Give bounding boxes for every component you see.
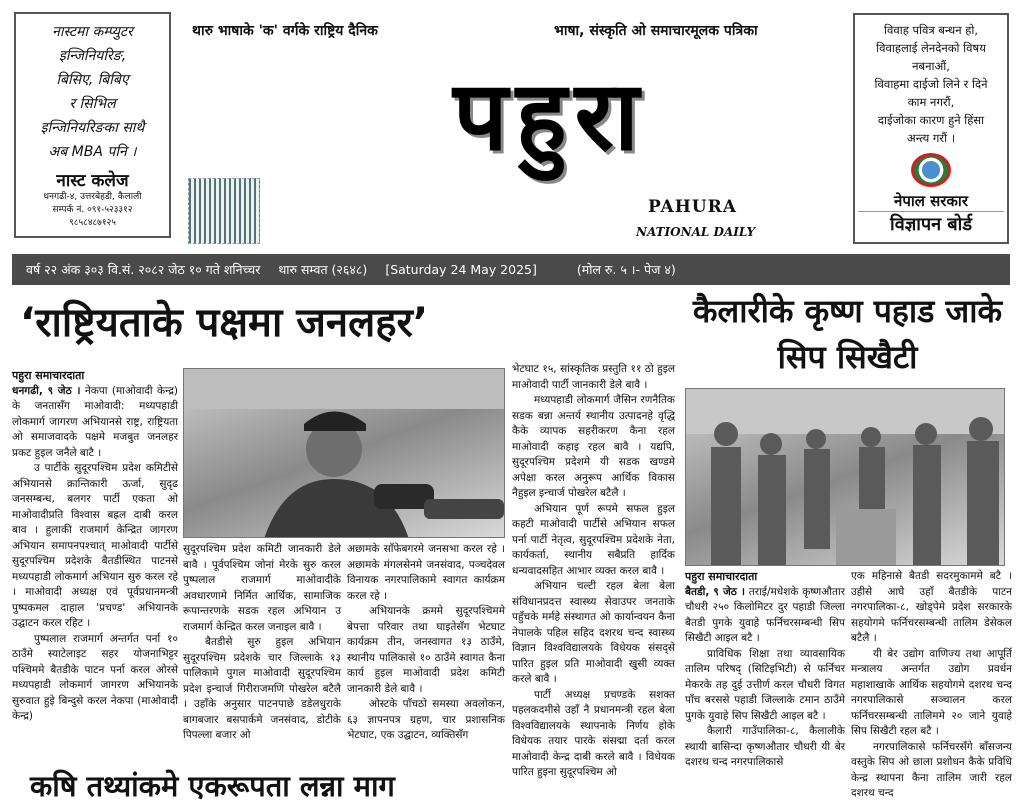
ad-nast-college (14, 12, 171, 238)
dateline: धनगढी, ९ जेठ । (12, 384, 81, 397)
paragraph: नगरपालिकासे फर्निचरसँगे बाँसजन्य वस्तुके सिप ओ छाला प्रशोधन कैके प्रविधि केन्द्र स्थापना कैना तालिम जारी रहल दशरथ चन्द (851, 740, 1012, 799)
ad-line: अब MBA पनि । (48, 144, 137, 160)
story2-column-2 (851, 569, 1012, 802)
story1-column-3 (347, 542, 505, 744)
masthead-title: पहुरा (453, 60, 647, 172)
dateline: बैतडी, ९ जेठ । (685, 585, 745, 598)
paragraph (12, 384, 178, 462)
nepal-emblem-icon (911, 153, 951, 187)
ad-phone: ९८५८४८७१२५ (69, 218, 116, 228)
story1-column-4 (512, 362, 675, 781)
ad-line: नास्टमा कम्प्युटर (52, 24, 133, 40)
ad-college-name: नास्ट कलेज (56, 171, 129, 191)
issue-info: वर्ष २२ अंक ३०३ वि.सं. २०८२ जेठ १० गते शनिच्चर (26, 262, 261, 277)
paragraph: ओस्टके पाँचठो समस्या अवलोकन, ६३ ज्ञापनपत्र ग्रहण, चार प्रशासनिक भेटघाट, एक उद्घाटन, व्यक्तिसँग (347, 698, 505, 741)
story1-column-1 (12, 368, 178, 725)
paragraph-text: तराई/मधेशके कृष्णऔतार चौधरी २५० किलोमिटर दुर पहाडी जिल्ला बैतडी पुगके युवाहे फर्निचरसम्बन्धी सिप सिखैटी आइल बटै । (685, 585, 846, 644)
ad-gov: नेपाल सरकार (894, 192, 968, 210)
ad-line: विवाहमा दाईजो लिने र दिने (874, 77, 988, 91)
paragraph: अछामके साँफेबगरमे जनसभा करल रहे । अछामके मंगलसेनमे जनसंवाद, पञ्चदेवल विनायक नगरपालिकामे स्वागत कार्यक्रम करल रहे । (347, 543, 505, 602)
story2-column-1 (685, 569, 845, 771)
ad-line: दाईजोका कारण हुने हिंसा (877, 113, 985, 127)
ad-line: इन्जिनियरिङ, (58, 48, 127, 64)
photo-leader-speaking (183, 368, 505, 538)
paragraph: पार्टी अध्यक्ष प्रचण्डके सशक्त पहलकदमीसे उहाँ नै प्रधानमन्त्री रहल बेला विश्वविद्यालयके स्थापनाके निर्णय होके विधेयक तयार पारके संसद्मा दर्ता करल माओवादी केन्द्र दाबी करले बावै । विधेयक पारित हुइना सुदूरपश्चिम ओ (512, 688, 675, 778)
paragraph: कैलारी गाउँपालिका-८, कैलालीके स्थायी बासिन्दा कृष्णऔतार चौधरी यी बेर दशरथ चन्द नगरपालिकासे (685, 725, 845, 768)
ad-line: इन्जिनियरिङका साथै (40, 120, 145, 136)
price-page: (मोल रु. ५ ।- पेज ४) (576, 262, 676, 277)
emblem-logo-icon (188, 178, 260, 244)
ad-line: विवाहलाई लेनदेनको विषय (876, 41, 986, 55)
paragraph: पुष्पलाल राजमार्ग अन्तर्गत पर्ना १० ठाउँमे स्याटेलाइट सहर योजनाभिट्टर पश्चिममे बैतडीके पाटन पर्ना करल ओरसे मध्यपहाडी लोकमार्ग जागरण अभियानके सुरुवात हुइे बिन्दुसे करल नेकपा (माओवादी केन्द्र) (12, 632, 178, 722)
story1-column-2 (183, 542, 341, 744)
paragraph: मध्यपहाडी लोकमार्ग जैसिन रणनैतिक सडक बन्ना अन्तर्य स्थानीय उत्पादनहे वृद्धि कैके व्यापक सहरीकरण कैना रहल माओवादी कहाइ रहल बावै । यद्यपि, सुदूरपश्चिम प्रदेशमे यी सडक खण्डमे अपेक्षा करल अनुरूप आर्थिक विकास नैहुइल इन्चार्ज पोखरेल बटैलै । (512, 394, 675, 499)
ad-board: विज्ञापन बोर्ड (858, 211, 1004, 236)
paragraph: भेटघाट १५, सांस्कृतिक प्रस्तुति ११ ठो हुइल माओवादी पार्टी जानकारी डेले बावै । (512, 363, 675, 391)
ad-address: धनगढी-४, उत्तरबेहडी, कैलाली (43, 192, 142, 202)
ad-line: र सिभिल (69, 96, 116, 112)
photo-placeholder-icon (686, 389, 1005, 566)
date-bar (12, 254, 1010, 285)
paragraph: उ पार्टीके सुदूरपश्चिम प्रदेश कमिटीसे अभियानसे क्रान्तिकारी ऊर्जा, सुदृढ जनसम्बन्ध, बलगर पार्टी एकता ओ माओवादीप्रति विश्वास बह्रल दाबी करल बाव । हुलाकी राजमार्ग केन्द्रित जागरण अभियान समापनपश्चात् माओवादी पार्टीसे सुदूरपश्चिम प्रदेशके बैतडीस्थित पाटनसे मध्यपहाडी लोकमार्ग अभियान सुरु करल रहे । माओवादी अध्यक्ष एवं पूर्वप्रधानमन्त्री पुष्पकमल दाहाल 'प्रचण्ड' अभियानके उद्घाटन करल रहिट । (12, 462, 178, 629)
paragraph: अभियान चल्टी रहल बेला बेला संविधानप्रदत्त स्वास्थ्य सेवाउपर जनताके पहुँचके मर्महे संस्थागत ओ कार्यान्वयन कैना नेपालके पहिल सहिद दशरथ चन्द स्वास्थ्य विज्ञान विश्वविद्यालयके विधेयक संसद्से पारित हुइल प्रति माओवादी खुसी व्यक्त करले बावै । (512, 580, 675, 685)
ad-government-notice (853, 13, 1009, 244)
paragraph-text: नेकपा (माओवादी केन्द्र) के जनतासँग माओवादी: मध्यपहाडी लोकमार्ग जागरण अभियानसे राष्ट्र, राष्ट्रियता ओ समाजवादके पक्षमे मजबुत जनलहर प्रकट हुइल जनैले बाटै । (12, 384, 178, 459)
paragraph: एक महिनासे बैतडी सदरमुकाममे बटै । उहीसे आघे उहाँ बैतडीके पाटन नगरपालिका-८, खोड्पेमे प्रदेश सरकारके सहयोगमे फर्निचरसम्बन्धी तालिम डेसेकल बटैलै । (851, 570, 1012, 644)
ad-line: विवाह पवित्र बन्धन हो, (883, 23, 979, 37)
byline: पहुरा समाचारदाता (12, 369, 85, 382)
tharu-era: थारु सम्वत (२६४८) (278, 262, 368, 277)
ad-contact: सम्पर्क नं. ०९१-५२३३१२ (52, 205, 133, 215)
story2-headline[interactable]: कैलारीके कृष्ण पहाड जाके सिप सिखैटी (692, 292, 1003, 376)
paragraph (685, 585, 845, 647)
paragraph: यी बेर उद्योग वाणिज्य तथा आपूर्ति मन्त्रालय अन्तर्गत उद्योग प्रवर्धन महाशाखाके आर्थिक सहयोगमे दशरथ चन्द नगरपालिकासे सञ्चालन करल फर्निचरसम्बन्धी तालिममे २० जाने युवाहे सिप सिखैटी रहल बटै । (851, 647, 1012, 737)
paragraph: सुदूरपश्चिम प्रदेश कमिटी जानकारी डेले बावै । पूर्वपश्चिम जोनां मेरके सुरु करल पुष्पलाल राजमार्ग माओवादीके अवधारणामे निर्मित आर्थिक, सामाजिक रूपान्तरणके सडक रहल अभियान उ राजमार्ग केन्द्रित करल जनाइल बावै । (183, 543, 341, 633)
tagline-right: भाषा, संस्कृति ओ समाचारमूलक पत्रिका (554, 23, 758, 39)
story3-headline[interactable]: कषि तथ्यांकमे एकरूपता लन्ना माग (30, 769, 395, 803)
photo-placeholder-icon (184, 369, 505, 538)
photo-furniture-training (685, 388, 1005, 566)
ad-line: नबनाऔं, (912, 59, 950, 73)
paragraph: अभियान पूर्ण रूपमे सफल हुइल कहटी माओवादी पार्टीसे अभियान सफल पर्ना पार्टी नेतृत्व, सुदूरपश्चिम प्रदेशके नेता, कार्यकर्ता, स्थानीय सबैप्रति हार्दिक धन्यवादसहित आभार व्यक्त करल बावै । (512, 502, 675, 577)
main-headline[interactable]: ‘राष्ट्रियताके पक्षमा जनलहर’ (20, 300, 429, 346)
masthead-subtitle: NATIONAL DAILY (636, 225, 756, 239)
ad-line: बिसिए, बिबिए (56, 72, 129, 88)
paragraph: बैतडीसे सुरु हुइल अभियान सुदूरपश्चिम प्रदेशके चार जिल्लाके १३ पालिकामे पुगल माओवादी सुदूरपश्चिम प्रदेश इन्चार्ज गिरीराजमणि पोखरेल बटैलै । उहाँके अनुसार पाटनपाछे डडेलधुराके बागबजार बसपार्कमे जनसंवाद, डोटीके पिपल्ला बजार ओ (183, 636, 341, 741)
ad-line: काम नगरौं, (907, 95, 955, 109)
tagline-left: थारु भाषाके 'क' वर्गके राष्ट्रिय दैनिक (192, 23, 378, 39)
paragraph: अभियानके क्रममे सुदूरपश्चिममे बेपत्ता परिवार तथा घाइतेसँग भेटघाट कार्यक्रम तीन, जनस्वागत १३ ठाउँमे, स्थानीय पालिकासे १० ठाउँमे स्वागत कैना कार्य हुइल माओवादी प्रदेश कमिटी जानकारी डेले बावै । (347, 605, 505, 695)
masthead-title-english: PAHURA (648, 197, 737, 217)
ad-line: अन्त्य गरौं । (906, 131, 956, 145)
byline: पहुरा समाचारदाता (685, 570, 758, 583)
paragraph: प्राविधिक शिक्षा तथा व्यावसायिक तालिम परिषद् (सिटिइभिटी) से फर्निचर मेकरके तह दुई उत्तीर्ण करल चौधरी विगत पाँच बरससे पहाडी जिल्लाके टमान ठाउँमे पुगके युवाहे सिप सिखैटी आइल बटै । (685, 647, 845, 722)
english-date: [Saturday 24 May 2025] (385, 262, 537, 277)
